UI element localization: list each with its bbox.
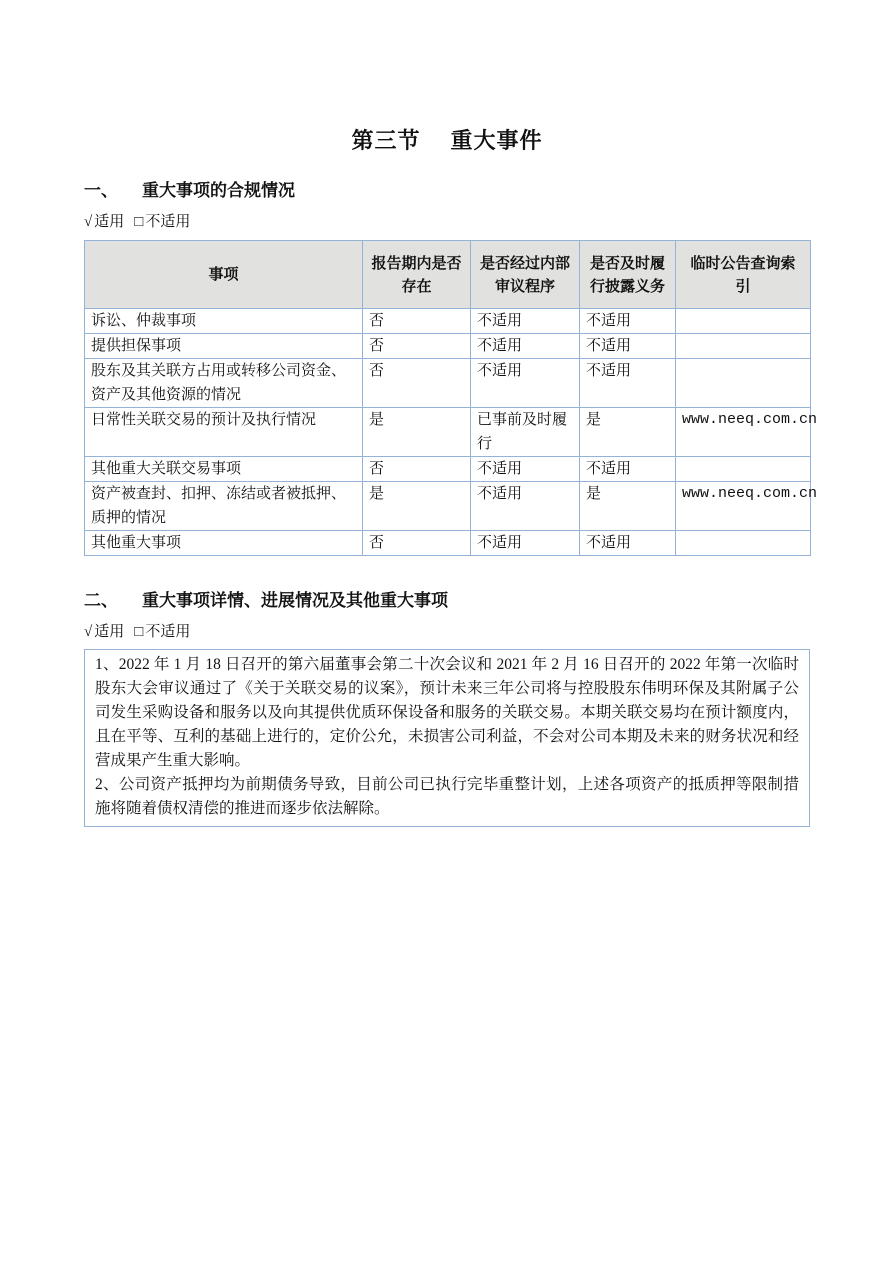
- details-paragraph-2: 2、公司资产抵押均为前期债务导致，目前公司已执行完毕重整计划，上述各项资产的抵质押等限制措施将随着债权清偿的推进而逐步依法解除。: [95, 776, 799, 817]
- applicability-line-1: [84, 211, 810, 233]
- cell-exists: 否: [363, 531, 471, 556]
- section-1-number: 一、: [84, 181, 118, 200]
- cell-item: 诉讼、仲裁事项: [85, 309, 363, 334]
- section-2-label: 重大事项详情、进展情况及其他重大事项: [142, 591, 448, 610]
- header-cell-index: 临时公告查询索引: [676, 241, 811, 309]
- section-2-heading: [84, 590, 810, 612]
- table-row: [85, 457, 811, 482]
- section-1-heading: [84, 180, 810, 202]
- cell-item: 日常性关联交易的预计及执行情况: [85, 408, 363, 457]
- cell-disclosure: 是: [580, 408, 676, 457]
- compliance-table: [84, 240, 818, 556]
- cell-exists: 是: [363, 482, 471, 531]
- major-events-details-box: [84, 649, 810, 827]
- header-cell-disclosure: 是否及时履行披露义务: [580, 241, 676, 309]
- cell-item: 提供担保事项: [85, 334, 363, 359]
- applicability-line-2: [84, 621, 810, 643]
- cell-index: [676, 457, 811, 482]
- doc-title-section-number: 第三节: [351, 128, 421, 153]
- cell-index: [676, 359, 811, 408]
- cell-exists: 是: [363, 408, 471, 457]
- cell-review: 不适用: [471, 482, 580, 531]
- cell-exists: 否: [363, 334, 471, 359]
- cell-disclosure: 不适用: [580, 457, 676, 482]
- table-row: [85, 309, 811, 334]
- cell-index: www.neeq.com.cn: [676, 482, 811, 531]
- cell-item: 股东及其关联方占用或转移公司资金、资产及其他资源的情况: [85, 359, 363, 408]
- table-header-row: [85, 241, 811, 309]
- table-row: [85, 359, 811, 408]
- cell-review: 不适用: [471, 359, 580, 408]
- cell-review: 已事前及时履行: [471, 408, 580, 457]
- table-row: [85, 531, 811, 556]
- cell-item: 资产被查封、扣押、冻结或者被抵押、质押的情况: [85, 482, 363, 531]
- table-row: [85, 334, 811, 359]
- not-applicable-label: 不适用: [145, 624, 191, 640]
- section-2-number: 二、: [84, 591, 118, 610]
- not-applicable-option: [134, 214, 190, 230]
- cell-review: 不适用: [471, 457, 580, 482]
- header-cell-review: 是否经过内部审议程序: [471, 241, 580, 309]
- header-cell-exists: 报告期内是否存在: [363, 241, 471, 309]
- cell-index: [676, 309, 811, 334]
- doc-title: [84, 126, 810, 156]
- cell-disclosure: 不适用: [580, 334, 676, 359]
- doc-title-text: 重大事件: [450, 128, 543, 153]
- empty-checkbox-icon: □: [134, 624, 144, 640]
- check-icon: √: [84, 624, 93, 640]
- cell-exists: 否: [363, 457, 471, 482]
- table-row: [85, 482, 811, 531]
- cell-index: [676, 531, 811, 556]
- cell-item: 其他重大关联交易事项: [85, 457, 363, 482]
- empty-checkbox-icon: □: [134, 214, 144, 230]
- not-applicable-option: [134, 624, 190, 640]
- cell-disclosure: 不适用: [580, 359, 676, 408]
- header-cell-item: 事项: [85, 241, 363, 309]
- cell-index: www.neeq.com.cn: [676, 408, 811, 457]
- cell-review: 不适用: [471, 531, 580, 556]
- cell-review: 不适用: [471, 334, 580, 359]
- section-1-label: 重大事项的合规情况: [142, 181, 295, 200]
- cell-index: [676, 334, 811, 359]
- cell-disclosure: 不适用: [580, 531, 676, 556]
- cell-exists: 否: [363, 309, 471, 334]
- not-applicable-label: 不适用: [145, 214, 191, 230]
- applicable-option: [84, 624, 124, 640]
- applicable-label: 适用: [94, 624, 125, 640]
- applicable-label: 适用: [94, 214, 125, 230]
- details-paragraph-1: 1、2022 年 1 月 18 日召开的第六届董事会第二十次会议和 2021 年 2 月 16 日召开的 2022 年第一次临时股东大会审议通过了《关于关联交易的议案》，预计未来三年公司将与控股股东伟明环保及其附属子公司发生采购设备和服务以及向其提供优质环保设备和服务的关联交易。本期关联交易均在预计额度内，且在平等、互利的基础上进行的，定价公允，未损害公司利益，不会对公司本期及未来的财务状况和经营成果产生重大影响。: [95, 656, 799, 769]
- table-row: [85, 408, 811, 457]
- cell-item: 其他重大事项: [85, 531, 363, 556]
- cell-review: 不适用: [471, 309, 580, 334]
- cell-exists: 否: [363, 359, 471, 408]
- cell-disclosure: 不适用: [580, 309, 676, 334]
- check-icon: √: [84, 214, 93, 230]
- cell-disclosure: 是: [580, 482, 676, 531]
- applicable-option: [84, 214, 124, 230]
